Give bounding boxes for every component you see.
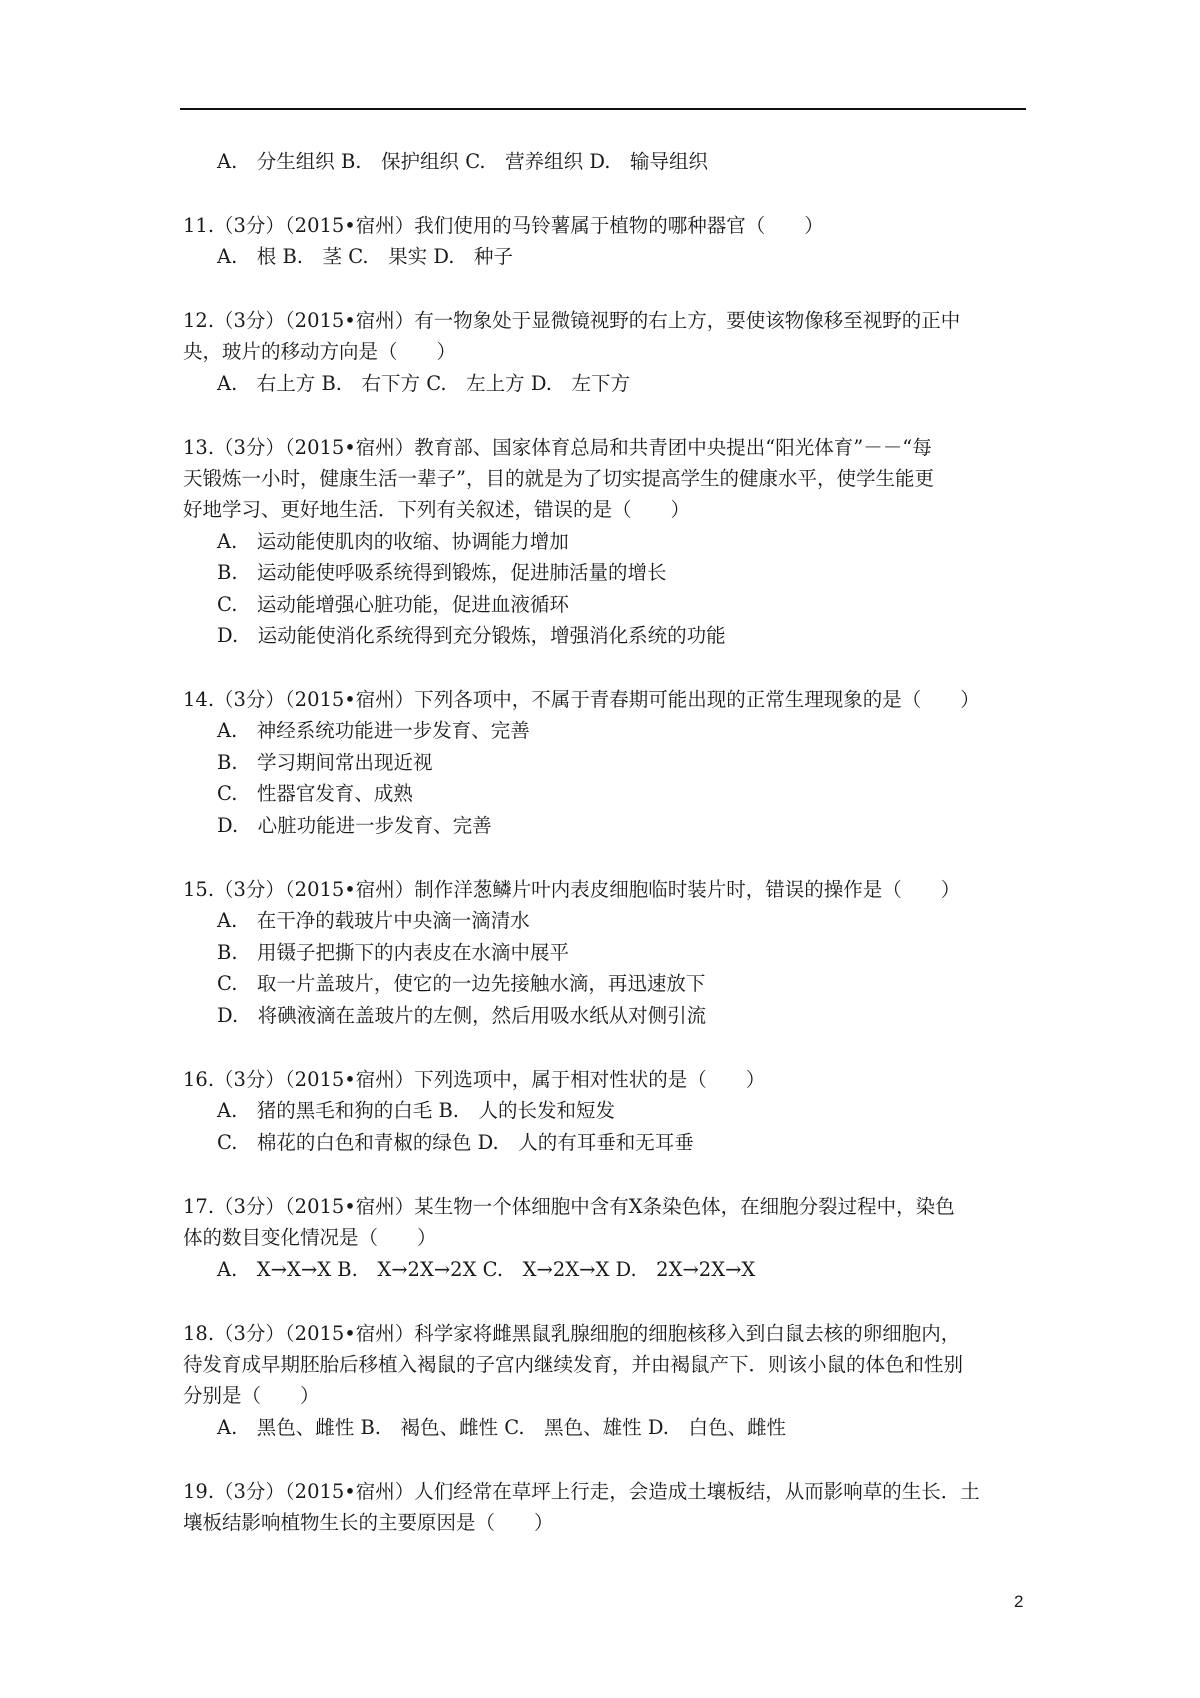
option-d: D. 心脏功能进一步发育、完善 bbox=[217, 814, 492, 837]
option-a: A. 神经系统功能进一步发育、完善 bbox=[217, 719, 530, 742]
option-b: B. 运动能使呼吸系统得到锻炼，促进肺活量的增长 bbox=[217, 561, 667, 584]
question-13: 13.（3分）（2015•宿州）教育部、国家体育总局和共青团中央提出“阳光体育”－－“每 bbox=[183, 436, 932, 459]
header-rule bbox=[180, 108, 1026, 110]
option-a: A. 运动能使肌肉的收缩、协调能力增加 bbox=[217, 530, 569, 553]
option-line: A. X→X→X B. X→2X→2X C. X→2X→X D. 2X→2X→X bbox=[217, 1258, 756, 1281]
option-d: D. 运动能使消化系统得到充分锻炼，增强消化系统的功能 bbox=[217, 624, 726, 647]
question-16: 16.（3分）（2015•宿州）下列选项中，属于相对性状的是（ ） bbox=[183, 1068, 766, 1091]
question-17: 17.（3分）（2015•宿州）某生物一个体细胞中含有X条染色体，在细胞分裂过程中，染色 bbox=[183, 1195, 955, 1218]
question-18-cont: 待发育成早期胚胎后移植入褐鼠的子宫内继续发育，并由褐鼠产下．则该小鼠的体色和性别 bbox=[183, 1353, 964, 1376]
question-14: 14.（3分）（2015•宿州）下列各项中，不属于青春期可能出现的正常生理现象的是（ ） bbox=[183, 688, 980, 711]
option-b: B. 学习期间常出现近视 bbox=[217, 751, 433, 774]
option-c: C. 运动能增强心脏功能，促进血液循环 bbox=[217, 593, 569, 616]
question-18: 18.（3分）（2015•宿州）科学家将雌黑鼠乳腺细胞的细胞核移入到白鼠去核的卵细胞内， bbox=[183, 1322, 961, 1345]
question-19-cont: 壤板结影响植物生长的主要原因是（ ） bbox=[183, 1511, 554, 1534]
question-13-cont: 天锻炼一小时，健康生活一辈子”，目的就是为了切实提高学生的健康水平，使学生能更 bbox=[183, 467, 934, 490]
option-line: A. 黑色、雌性 B. 褐色、雌性 C. 黑色、雄性 D. 白色、雌性 bbox=[217, 1416, 786, 1439]
question-15: 15.（3分）（2015•宿州）制作洋葱鳞片叶内表皮细胞临时装片时，错误的操作是（ ） bbox=[183, 878, 961, 901]
question-18-cont: 分别是（ ） bbox=[183, 1384, 320, 1407]
question-12: 12.（3分）（2015•宿州）有一物象处于显微镜视野的右上方，要使该物像移至视野的正中 bbox=[183, 309, 961, 332]
option-line: A. 猪的黑毛和狗的白毛 B. 人的长发和短发 bbox=[217, 1099, 616, 1122]
option-d: D. 将碘液滴在盖玻片的左侧，然后用吸水纸从对侧引流 bbox=[217, 1004, 707, 1027]
question-12-cont: 央，玻片的移动方向是（ ） bbox=[183, 340, 457, 363]
option-line: C. 棉花的白色和青椒的绿色 D. 人的有耳垂和无耳垂 bbox=[217, 1131, 694, 1154]
option-c: C. 性器官发育、成熟 bbox=[217, 782, 413, 805]
page-number: 2 bbox=[1014, 1592, 1024, 1611]
option-line: A. 右上方 B. 右下方 C. 左上方 D. 左下方 bbox=[217, 372, 630, 395]
option-a: A. 在干净的载玻片中央滴一滴清水 bbox=[217, 909, 530, 932]
option-line: A. 根 B. 茎 C. 果实 D. 种子 bbox=[217, 245, 513, 268]
option-b: B. 用镊子把撕下的内表皮在水滴中展平 bbox=[217, 941, 570, 964]
option-c: C. 取一片盖玻片，使它的一边先接触水滴，再迅速放下 bbox=[217, 972, 706, 995]
question-17-cont: 体的数目变化情况是（ ） bbox=[183, 1226, 437, 1249]
question-13-cont: 好地学习、更好地生活．下列有关叙述，错误的是（ ） bbox=[183, 498, 691, 521]
question-11: 11.（3分）（2015•宿州）我们使用的马铃薯属于植物的哪种器官（ ） bbox=[183, 214, 824, 237]
option-line: A. 分生组织 B. 保护组织 C. 营养组织 D. 输导组织 bbox=[217, 150, 708, 173]
question-19: 19.（3分）（2015•宿州）人们经常在草坪上行走，会造成土壤板结，从而影响草的生长．土 bbox=[183, 1480, 980, 1503]
